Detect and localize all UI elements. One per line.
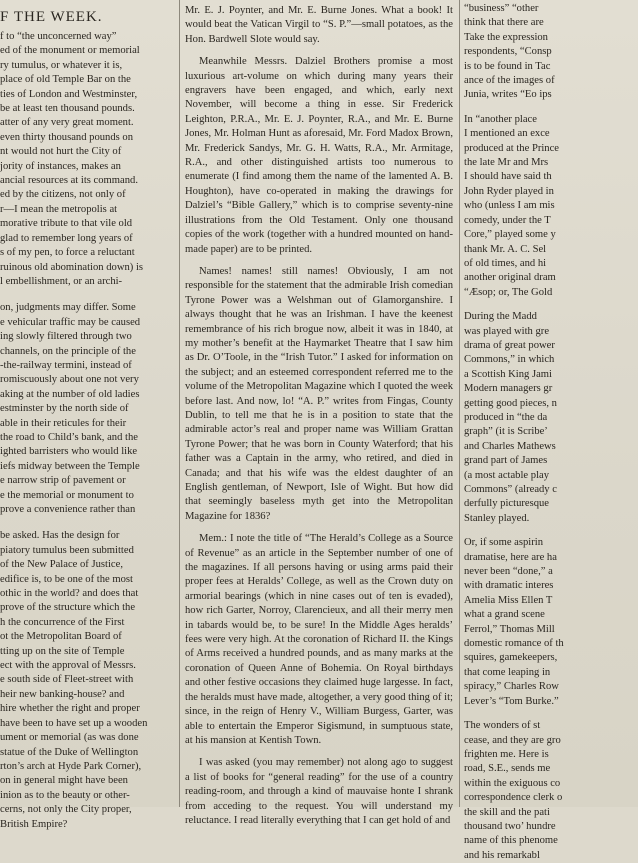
text-line: hire whether the right and proper <box>0 703 140 715</box>
middle-column-paragraphs <box>185 4 453 828</box>
text-line: thousand two’ hundre <box>464 820 556 832</box>
text-line: During the Madd <box>464 311 537 323</box>
middle-column <box>185 0 453 826</box>
text-line: glad to remember long years of <box>0 232 133 244</box>
text-line: and Charles Mathews <box>464 440 556 452</box>
text-line: never been “done,” a <box>464 566 553 578</box>
text-line: r—I mean the metropolis at <box>0 203 118 215</box>
text-line: was played with gre <box>464 325 550 337</box>
text-line: able in their reticules for their <box>0 417 127 429</box>
left-paragraph <box>0 30 172 289</box>
text-line: ighted barristers who would like <box>0 446 138 458</box>
right-column-blocks <box>464 2 638 863</box>
text-line: I should have said th <box>464 171 552 183</box>
text-line: is to be found in Tac <box>464 60 551 72</box>
text-line: road, S.E., sends me <box>464 763 551 775</box>
text-line: be asked. Has the design for <box>0 530 120 542</box>
text-line: ot the Metropolitan Board of <box>0 631 122 643</box>
text-line: respondents, “Consp <box>464 46 552 58</box>
text-line: John Ryder played in <box>464 185 554 197</box>
text-line: that come leaping in <box>464 666 551 678</box>
text-line: prove of the structure which the <box>0 602 136 614</box>
text-line: the skill and the pati <box>464 806 550 818</box>
text-line: ry tumulus, or whatever it is, <box>0 59 123 71</box>
text-line: ancial resources at its command. <box>0 175 138 187</box>
text-line: have been to have set up a wooden <box>0 717 148 729</box>
text-line: e vehicular traffic may be caused <box>0 316 141 328</box>
text-line: Core,” played some y <box>464 229 556 241</box>
text-line: British Empire? <box>0 818 68 830</box>
text-line: In “another place <box>464 113 537 125</box>
text-line: -the-railway termini, instead of <box>0 359 132 371</box>
text-line: dramatise, here are ha <box>464 551 557 563</box>
text-line: another original dram <box>464 272 556 284</box>
text-line: correspondence clerk o <box>464 792 563 804</box>
text-line: even thirty thousand pounds on <box>0 131 133 143</box>
text-line: l embellishment, or an archi- <box>0 275 123 287</box>
text-line: iefs midway between the Temple <box>0 460 140 472</box>
text-line: be at least ten thousand pounds. <box>0 103 135 115</box>
text-line: of the New Palace of Justice, <box>0 559 123 571</box>
article-paragraph: Mr. E. J. Poynter, and Mr. E. Burne Jones. What a book! It would beat the Vatican Virgil to “S. P.”—small potatoes, as the Hon. Bardwell Slote would say. <box>185 5 453 45</box>
text-line: cease, and they are gro <box>464 734 561 746</box>
section-heading: F THE WEEK. <box>0 9 103 25</box>
right-column <box>464 0 638 861</box>
article-paragraph: I was asked (you may remember) not along ago to suggest a list of books for “general reading” for the use of a country reading-room, and through a kind of mauvaise honte I shrank from acceding to the request. You will understand my reluctance. I read literally everything that I can get hold of and <box>185 757 453 826</box>
text-line: e narrow strip of pavement or <box>0 475 126 487</box>
text-line: on in general might have been <box>0 775 128 787</box>
text-line: edifice is, to be one of the most <box>0 573 133 585</box>
text-line: domestic romance of th <box>464 638 564 650</box>
text-line: with dramatic interes <box>464 580 554 592</box>
text-line: place of old Temple Bar on the <box>0 74 131 86</box>
text-line: tting up on the site of Temple <box>0 645 125 657</box>
text-line: morative tribute to that vile old <box>0 218 133 230</box>
left-paragraph <box>0 529 172 832</box>
text-line: ed by the citizens, not only of <box>0 189 126 201</box>
text-line: a Scottish King Jami <box>464 368 552 380</box>
text-line: Take the expression <box>464 31 548 43</box>
text-line: othic in the world? and does that <box>0 588 139 600</box>
text-line: the road to Child’s bank, and the <box>0 431 138 443</box>
text-line: The wonders of st <box>464 720 541 732</box>
column-divider <box>459 0 460 807</box>
text-line: f to “the unconcerned way” <box>0 31 117 42</box>
text-line: statue of the Duke of Wellington <box>0 746 139 758</box>
text-line: getting good pieces, n <box>464 397 557 409</box>
left-column <box>0 0 172 830</box>
text-line: graph” (it is Scribe’ <box>464 426 548 438</box>
right-paragraph <box>464 113 638 300</box>
text-line: squires, gamekeepers, <box>464 652 558 664</box>
column-divider <box>179 0 180 807</box>
text-line: Amelia Miss Ellen T <box>464 594 553 606</box>
text-line: ed of the monument or memorial <box>0 45 140 57</box>
text-line: thank Mr. A. C. Sel <box>464 243 547 255</box>
text-line: nt would not hurt the City of <box>0 146 122 158</box>
text-line: within the exiguous co <box>464 777 561 789</box>
text-line: cerns, not only the City proper, <box>0 804 132 816</box>
text-line: inion as to the beauty or other- <box>0 789 130 801</box>
text-line: ties of London and Westminster, <box>0 88 138 100</box>
text-line: spiracy,” Charles Row <box>464 681 559 693</box>
text-line: s of my pen, to force a reluctant <box>0 247 135 259</box>
text-line: Junia, writes “Eo ips <box>464 89 552 101</box>
text-line: atter of any very great moment. <box>0 117 134 129</box>
text-line: e the memorial or monument to <box>0 489 134 501</box>
text-line: the late Mr and Mrs <box>464 157 549 169</box>
text-line: name of this phenome <box>464 835 558 847</box>
text-line: Stanley played. <box>464 512 530 524</box>
text-line: heir new banking-house? and <box>0 688 125 700</box>
text-line: and his remarkabl <box>464 849 540 861</box>
text-line: “Æsop; or, The Gold <box>464 286 553 298</box>
text-line: Or, if some aspirin <box>464 537 544 549</box>
text-line: produced in “the da <box>464 411 548 423</box>
right-paragraph <box>464 719 638 863</box>
text-line: think that there are <box>464 17 544 29</box>
left-paragraph <box>0 301 172 517</box>
text-line: romiscuously about one not very <box>0 374 139 386</box>
text-line: ument or memorial (as was done <box>0 732 139 744</box>
text-line: on, judgments may differ. Some <box>0 302 136 314</box>
text-line: estminster by the north side of <box>0 403 129 415</box>
text-line: jority of instances, makes an <box>0 160 121 172</box>
text-line: ruinous old abomination down) is <box>0 261 144 273</box>
text-line: Commons” (already c <box>464 484 557 495</box>
text-line: h the concurrence of the First <box>0 616 125 628</box>
left-column-blocks <box>0 30 172 832</box>
text-line: grand part of James <box>464 455 548 467</box>
text-line: comedy, under the T <box>464 214 551 226</box>
text-line: ance of the images of <box>464 75 555 87</box>
text-line: Lever’s “Tom Burke.” <box>464 695 559 707</box>
text-line: rton’s arch at Hyde Park Corner), <box>0 760 142 772</box>
text-line: of old times, and hi <box>464 257 547 269</box>
text-line: “business” “other <box>464 3 539 14</box>
article-paragraph: Mem.: I note the title of “The Herald’s College as a Source of Revenue” as an article in the September number of one of the magazines. If all persons having or using arms paid their proper fees at Heralds’ College, as well as the Crown duty on armorial bearings (which in nine cases out of ten is evaded), how rich Garter, Norroy, Clarencieux, and all their merry men in tabards would be, to be sure! In the Middle Ages heralds’ fees were very high. At the coronation of Richard II. the Kings of Arms received a hundred pounds, and as many marks at the coronation of Queen Anne of Bohemia. On Royal birthdays and other festive occasions they claimed huge largesse. In fact, the heralds must have made, altogether, a very good thing of it; since, in the reign of Henry V., William Burgess, Garter, was able to entertain the Emperor Sigismund, in sumptuous state, at his mansion at Kentish Town. <box>185 533 453 746</box>
text-line: e south side of Fleet-street with <box>0 674 134 686</box>
right-paragraph <box>464 310 638 526</box>
text-line: channels, on the principle of the <box>0 345 136 357</box>
text-line: derfully picturesque <box>464 498 550 510</box>
text-line: aking at the number of old ladies <box>0 388 140 400</box>
article-paragraph: Meanwhile Messrs. Dalziel Brothers promise a most luxurious art-volume on which during many years their engravers have been engaged, and which, early next November, will become a thing in esse. Sir Frederick Leighton, P.R.A., Mr. E. J. Poynter, R.A., and Mr. E. Burne Jones, Mr. Holman Hunt as aforesaid, Mr. Ford Madox Brown, Mr. Frederick Sandys, Mr. G. H. Watts, R.A., Mr. Armitage, R.A., and other distinguished artists too numerous to enumerate (I find among them the name of the lamented A. B. Houghton), have co-operated in making the drawings for Dalziel’s “Bible Gallery,” which is to comprise seventy-nine illustrations from the Old Testament. Only one thousand copies of the work (together with a hundred mounted on hand-made paper) are to be printed. <box>185 56 453 255</box>
right-paragraph <box>464 2 638 103</box>
text-line: prove a convenience rather than <box>0 504 136 515</box>
text-line: Modern managers gr <box>464 383 553 395</box>
text-line: piatory tumulus been submitted <box>0 544 134 556</box>
text-line: Commons,” in which <box>464 354 555 366</box>
text-line: drama of great power <box>464 339 555 351</box>
text-line: ing slowly filtered through two <box>0 331 132 343</box>
right-paragraph <box>464 536 638 709</box>
text-line: (a most actable play <box>464 469 550 481</box>
article-paragraph: Names! names! still names! Obviously, I am not responsible for the statement that the admirable Irish comedian Tyrone Power was a Welshman out of Glamorganshire. I always thought that he was an Irishman. I have the keenest remembrance of his rich brogue now, albeit it was in 1840, at my mother’s benefit at the Haymarket Theatre that I saw him as Dr. O’Toole, in the “Irish Tutor.” I asked for information on the subject; and an esteemed correspondent referred me to the volume of the Metropolitan Magazine which I quoted the week before last. And now, lo! “A. P.” writes from Fingas, County Dublin, to tell me that he is in a position to state that the admirable actor’s real and proper name was William Grattan Tyrone Power; that he was born in County Waterford; that his father was a Captain in the army, who retired, and died in Canada; and that his wife was the eldest daughter of an English gentleman, of Newport, Isle of Wight. But how did that seemingly baseless myth get into the Metropolitan Magazine for 1836? <box>185 265 453 522</box>
text-line: what a grand scene <box>464 609 545 621</box>
text-line: ect with the approval of Messrs. <box>0 660 136 672</box>
text-line: I mentioned an exce <box>464 128 550 140</box>
text-line: produced at the Prince <box>464 142 560 154</box>
text-line: frighten me. Here is <box>464 748 549 760</box>
text-line: who (unless I am mis <box>464 200 555 212</box>
text-line: Ferrol,” Thomas Mill <box>464 623 555 635</box>
